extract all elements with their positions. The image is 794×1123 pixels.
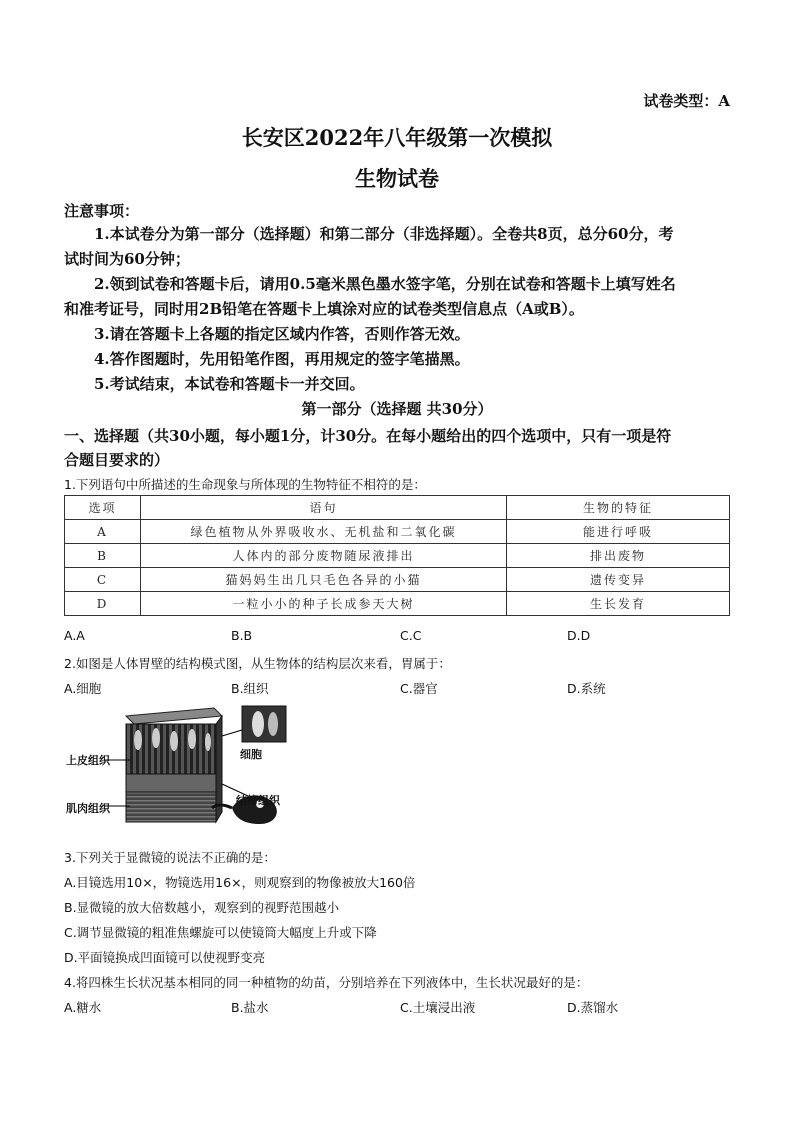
- table-header-cell: 语句: [141, 496, 507, 520]
- table-row: [65, 568, 730, 592]
- table-row: [65, 544, 730, 568]
- notice-item-3: 3.请在答题卡上各题的指定区域内作答，否则作答无效。: [94, 325, 470, 343]
- table-cell: 遗传变异: [507, 568, 730, 592]
- notice-item-1: 1.本试卷分为第一部分（选择题）和第二部分（非选择题）。全卷共8页，总分60分，考 试时间为60分钟；: [64, 225, 674, 268]
- question-4-stem: 4.将四株生长状况基本相同的同一种植物的幼苗，分别培养在下列液体中，生长状况最好的是：: [64, 975, 589, 990]
- part-one-title: 第一部分（选择题 共30分）: [301, 400, 493, 418]
- option-c: C.器官: [400, 681, 438, 696]
- question-1-options: [64, 628, 732, 646]
- table-cell: 绿色植物从外界吸收水、无机盐和二氧化碳: [141, 520, 507, 544]
- label-connective-tissue: 结缔组织: [236, 794, 280, 807]
- option-a: A.细胞: [64, 681, 102, 696]
- notice-item-4: 4.答作图题时，先用铅笔作图，再用规定的签字笔描黑。: [94, 350, 470, 368]
- question-1-table: [64, 495, 730, 616]
- question-3-option-d: D.平面镜换成凹面镜可以使视野变亮: [64, 950, 266, 965]
- table-cell: C: [65, 568, 141, 592]
- table-cell: 排出废物: [507, 544, 730, 568]
- table-cell: D: [65, 592, 141, 616]
- table-cell: 生长发育: [507, 592, 730, 616]
- notice-item-5: 5.考试结束，本试卷和答题卡一并交回。: [94, 375, 365, 393]
- option-d: D.蒸馏水: [567, 1000, 619, 1015]
- table-cell: A: [65, 520, 141, 544]
- notice-heading: 注意事项：: [64, 202, 140, 220]
- table-cell: 能进行呼吸: [507, 520, 730, 544]
- question-2-options: [64, 679, 732, 697]
- table-header-cell: 选项: [65, 496, 141, 520]
- option-b: B.B: [231, 628, 253, 643]
- question-3-option-a: A.目镜选用10×，物镜选用16×，则观察到的物像被放大160倍: [64, 875, 416, 890]
- question-3-option-c: C.调节显微镜的粗准焦螺旋可以使镜筒大幅度上升或下降: [64, 925, 377, 940]
- question-4-options: [64, 998, 732, 1016]
- question-2-stem: 2.如图是人体胃壁的结构模式图，从生物体的结构层次来看，胃属于：: [64, 656, 451, 671]
- question-1-stem: 1.下列语句中所描述的生命现象与所体现的生物特征不相符的是：: [64, 477, 426, 492]
- option-d: D.系统: [567, 681, 606, 696]
- option-a: A.糖水: [64, 1000, 102, 1015]
- table-cell: B: [65, 544, 141, 568]
- label-epithelial-tissue: 上皮组织: [66, 754, 110, 767]
- option-d: D.D: [567, 628, 591, 643]
- table-cell: 猫妈妈生出几只毛色各异的小猫: [141, 568, 507, 592]
- option-a: A.A: [64, 628, 85, 643]
- option-b: B.组织: [231, 681, 269, 696]
- label-muscle-tissue: 肌肉组织: [66, 802, 110, 815]
- table-header-cell: 生物的特征: [507, 496, 730, 520]
- notice-item-2: 2.领到试卷和答题卡后，请用0.5毫米黑色墨水签字笔，分别在试卷和答题卡上填写姓名 和准考证号，同时用2B铅笔在答题卡上填涂对应的试卷类型信息点（A或B）。: [64, 275, 676, 318]
- stomach-wall-figure: [64, 700, 304, 830]
- option-c: C.C: [400, 628, 422, 643]
- question-3-stem: 3.下列关于显微镜的说法不正确的是：: [64, 850, 276, 865]
- section-instructions: 一、选择题（共30小题，每小题1分，计30分。在每小题给出的四个选项中，只有一项是符 合题目要求的）: [64, 427, 672, 469]
- exam-title: 长安区2022年八年级第一次模拟: [241, 125, 553, 150]
- paper-type-label: 试卷类型：A: [643, 92, 730, 110]
- label-cell: 细胞: [240, 748, 262, 761]
- table-header-row: [65, 496, 730, 520]
- question-3-option-b: B.显微镜的放大倍数越小，观察到的视野范围越小: [64, 900, 340, 915]
- option-c: C.土壤浸出液: [400, 1000, 476, 1015]
- table-cell: 人体内的部分废物随尿液排出: [141, 544, 507, 568]
- table-cell: 一粒小小的种子长成参天大树: [141, 592, 507, 616]
- option-b: B.盐水: [231, 1000, 269, 1015]
- table-row: [65, 592, 730, 616]
- exam-subject: 生物试卷: [355, 166, 439, 191]
- table-row: [65, 520, 730, 544]
